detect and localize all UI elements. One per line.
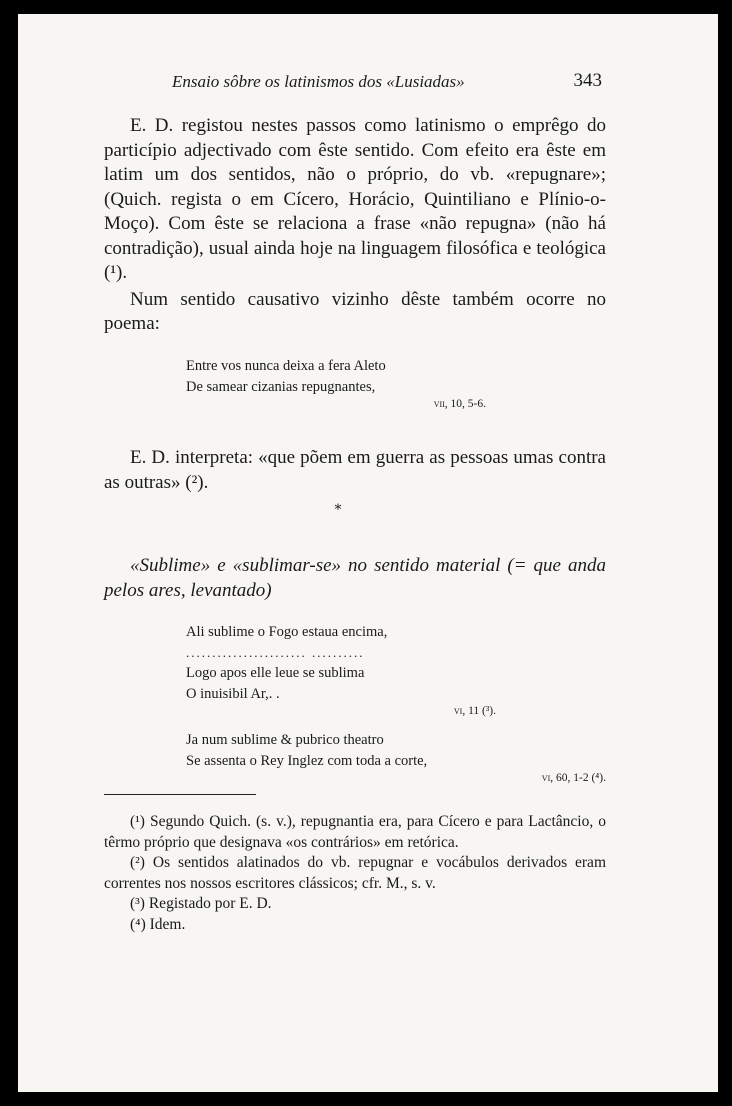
page-header bbox=[172, 72, 602, 92]
running-title: Ensaio sôbre os latinismos dos «Lusiadas» bbox=[172, 72, 465, 91]
body-text bbox=[104, 114, 606, 337]
book-page bbox=[18, 14, 718, 1092]
paragraph-causativo: Num sentido causativo vizinho dêste também ocorre no poema: bbox=[104, 288, 606, 334]
verse-line: Entre vos nunca deixa a fera Aleto bbox=[186, 358, 386, 374]
footnote-4: (⁴) Idem. bbox=[130, 915, 186, 933]
verse-line: Ali sublime o Fogo estaua encima, bbox=[186, 624, 388, 640]
section-heading-block bbox=[104, 554, 606, 603]
verse-line: O inuisibil Ar,. . bbox=[186, 685, 280, 702]
footnote-2: (²) Os sentidos alatinados do vb. repugnar e vocábulos derivados eram correntes nos nossos escritores clássicos; cfr. M., s. v. bbox=[104, 854, 606, 892]
verse-ellipsis: ....................... .......... bbox=[186, 644, 365, 660]
footnote-3: (³) Registado por E. D. bbox=[130, 895, 272, 912]
footnote-rule bbox=[104, 794, 256, 795]
section-separator: * bbox=[334, 502, 342, 518]
verse-quote-1 bbox=[186, 356, 606, 411]
paragraph-repugnante: E. D. registou nestes passos como latinismo o emprêgo do particípio adjectivado com êste sentido. Com efeito era êste em latim um dos sentidos, não o próprio, do vb. «repugnare»; (Quich. regista o em Cícero, Horácio, Quintiliano e Plínio-o-Moço). Com êste se relaciona a frase «não repugna» (não há contradição), usual ainda hoje na linguagem filosófica e teológica (¹). bbox=[104, 115, 606, 283]
verse-reference: vi, 11 (³). bbox=[453, 705, 496, 717]
verse-quote-2 bbox=[186, 622, 606, 718]
verse-line: De samear cizanias repugnantes, bbox=[186, 378, 376, 395]
interpretation bbox=[104, 446, 606, 495]
page-number: 343 bbox=[573, 70, 602, 91]
footnotes bbox=[104, 812, 606, 935]
verse-reference: vii, 10, 5-6. bbox=[433, 398, 486, 410]
verse-line: Se assenta o Rey Inglez com toda a corte, bbox=[186, 752, 428, 769]
footnote-1: (¹) Segundo Quich. (s. v.), repugnantia era, para Cícero e para Lactâncio, o têrmo próprio que designava «os contrários» em retórica. bbox=[104, 813, 606, 851]
section-heading: «Sublime» e «sublimar-se» no sentido material (= que anda pelos ares, levantado) bbox=[104, 555, 606, 601]
verse-reference: vi, 60, 1-2 (⁴). bbox=[541, 772, 606, 784]
verse-line: Ja num sublime & pubrico theatro bbox=[186, 732, 384, 748]
paragraph-interpreta: E. D. interpreta: «que põem em guerra as pessoas umas contra as outras» (²). bbox=[104, 447, 606, 493]
verse-quote-3 bbox=[186, 730, 606, 785]
verse-line: Logo apos elle leue se sublima bbox=[186, 665, 365, 681]
